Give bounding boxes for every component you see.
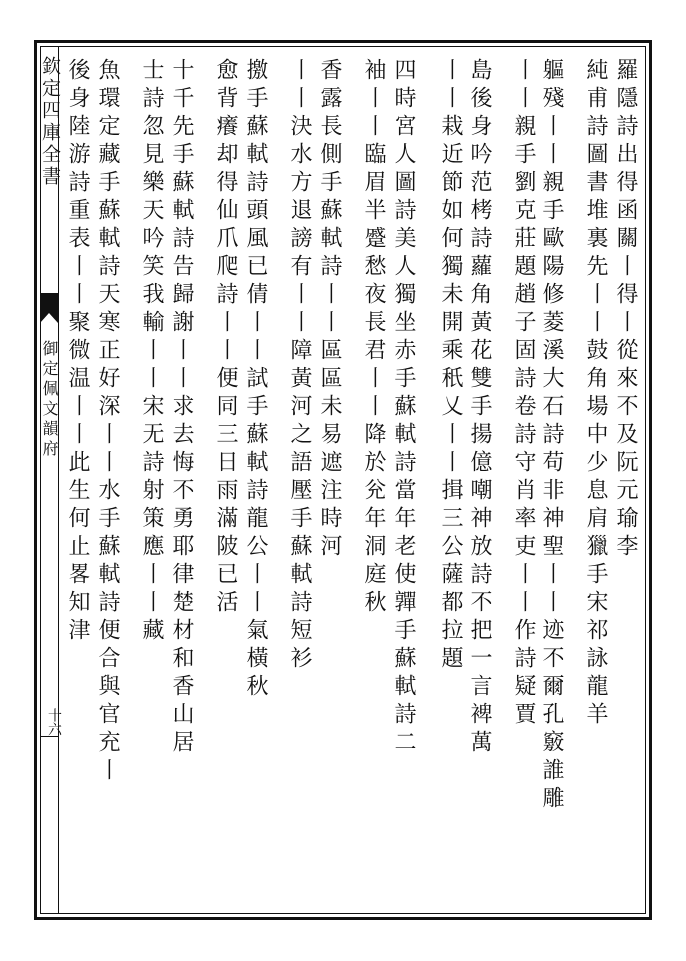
text-column-1: 羅隱詩出得函關丨得丨從來不及阮元瑜李 [613, 58, 638, 562]
text-column-12: 愈背癢却得仙爪爬詩丨丨便同三日雨滿陂已活 [213, 58, 238, 618]
page-number: 十六 [46, 708, 62, 736]
section-title: 御定佩文韻府 [40, 340, 59, 460]
text-column-5: 島後身吟范栲詩蘿角黃花雙手揚億嘲神放詩不把一言裨萬 [467, 58, 492, 758]
text-column-10: 丨丨決水方退謗有丨丨障黃河之語壓手蘇軾詩短衫 [287, 58, 312, 674]
text-column-9: 香露長側手蘇軾詩丨丨區區未易遮注時河 [317, 58, 342, 562]
text-column-8: 袖丨丨臨眉半蹙愁夜長君丨丨降於兊年洞庭秋 [361, 58, 386, 618]
text-column-15: 魚環定藏手蘇軾詩天寒正好深丨丨水手蘇軾詩便合與官充丨 [95, 58, 120, 786]
text-column-6: 丨丨栽近節如何獨未開乘秖乂丨丨揖三公薩都拉題 [438, 58, 463, 674]
fishtail-mark-icon [40, 293, 58, 329]
text-column-11: 撽手蘇軾詩頭風已倩丨丨試手蘇軾詩龍公丨丨氣橫秋 [243, 58, 268, 702]
text-column-16: 後身陸游詩重表丨丨聚微温丨丨此生何止畧知津 [65, 58, 90, 646]
text-column-4: 丨丨親手劉克莊題趙子固詩卷詩守肖率吏丨丨作詩疑賈 [511, 58, 536, 730]
text-column-13: 十千先手蘇軾詩告歸謝丨丨求去悔不勇耶律楚材和香山居 [169, 58, 194, 758]
text-column-3: 軀殘丨丨親手歐陽修菱溪大石詩苟非神聖丨丨迹不爾孔竅誰雕 [539, 58, 564, 814]
text-column-2: 純甫詩圖書堆裏先丨丨鼓角場中少息肩獵手宋祁詠龍羊 [583, 58, 608, 730]
book-title: 欽定四庫全書 [39, 56, 61, 188]
text-column-7: 四時宮人圖詩美人獨坐赤手蘇軾詩當年老使嚲手蘇軾詩二 [391, 58, 416, 758]
text-column-14: 士詩忽見樂天吟笑我輸丨丨宋无詩射策應丨丨藏 [139, 58, 164, 646]
edge-rule-bottom [40, 736, 58, 737]
